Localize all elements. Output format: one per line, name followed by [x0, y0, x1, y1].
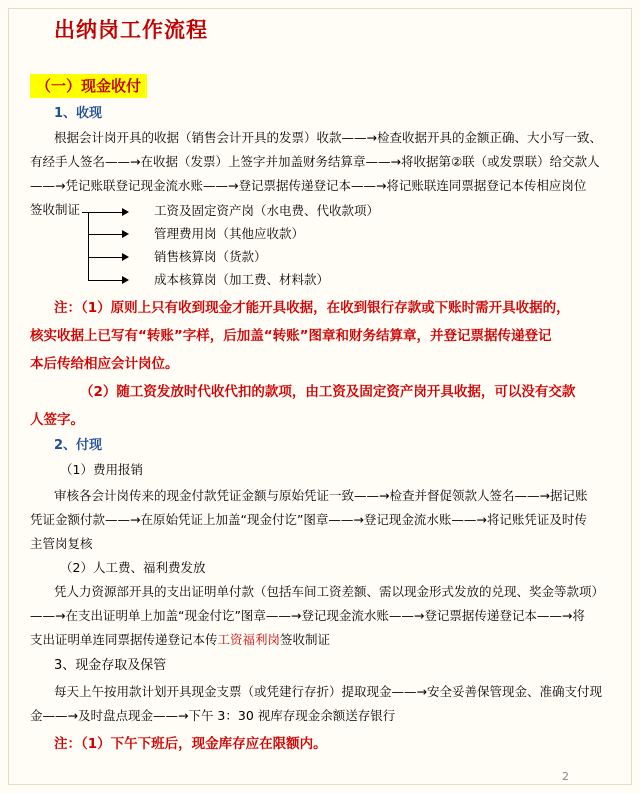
arrow-icon — [122, 230, 129, 238]
text-run: 支出证明单连同票据传递登记本传 — [30, 632, 218, 647]
item-heading: （2）人工费、福利费发放 — [60, 560, 206, 575]
subheading-cash-storage: 3、现金存取及保管 — [54, 658, 167, 673]
branch-line — [88, 280, 124, 281]
paragraph-line: 有经手人签名——→在收据（发票）上签字并加盖财务结算章——→将收据第②联（或发票联）给交款人 — [30, 154, 600, 169]
paragraph-line: 凭证金额付款——→在原始凭证上加盖“现金付讫”图章——→登记现金流水账——→将记账凭证及时传 — [30, 512, 587, 527]
text-run: 签收制证 — [280, 632, 331, 647]
branch-line — [88, 234, 124, 235]
arrow-icon — [122, 253, 129, 261]
note-line: 核实收据上已写有“转账”字样，后加盖“转账”图章和财务结算章，并登记票据传递登记 — [30, 328, 552, 344]
note-line: 注：（1）下午下班后，现金库存应在限额内。 — [54, 736, 327, 752]
subheading-receive-cash: 1、收现 — [54, 106, 103, 121]
item-heading: （1）费用报销 — [60, 462, 143, 477]
paragraph-line: ——→在支出证明单上加盖“现金付讫”图章——→登记现金流水账——→登记票据传递登记本——→将 — [30, 608, 585, 623]
note-line: 注：（1）原则上只有收到现金才能开具收据，在收到银行存款或下账时需开具收据的， — [54, 300, 570, 316]
page-title: 出纳岗工作流程 — [54, 17, 208, 42]
branch-item: 成本核算岗（加工费、材料款） — [154, 272, 330, 287]
branch-item: 销售核算岗（货款） — [154, 249, 267, 264]
page-number: 2 — [562, 770, 569, 783]
paragraph-line — [30, 630, 330, 650]
highlight-text: 工资福利岗 — [217, 632, 281, 647]
paragraph-line: ——→凭记账联登记现金流水账——→登记票据传递登记本——→将记账联连同票据登记本传相应岗位 — [30, 178, 587, 193]
branch-item: 管理费用岗（其他应收款） — [154, 226, 305, 241]
paragraph-line: 根据会计岗开具的收据（销售会计开具的发票）收款——→检查收据开具的金额正确、大小写一致、 — [54, 130, 602, 145]
branch-line — [88, 257, 124, 258]
arrow-icon — [122, 208, 129, 216]
subheading-pay-cash: 2、付现 — [54, 438, 103, 453]
paragraph-line: 审核各会计岗传来的现金付款凭证金额与原始凭证一致——→检查并督促领款人签名——→据记账 — [54, 488, 588, 503]
note-line: 本后传给相应会计岗位。 — [30, 356, 179, 372]
paragraph-line: 每天上午按用款计划开具现金支票（或凭建行存折）提取现金——→安全妥善保管现金、准确支付现 — [54, 684, 602, 699]
branch-trunk — [88, 212, 89, 280]
branch-item: 工资及固定资产岗（水电费、代收款项） — [154, 203, 380, 218]
note-line: （2）随工资发放时代收代扣的款项，由工资及固定资产岗开具收据，可以没有交款 — [80, 384, 576, 400]
note-line: 人签字。 — [30, 412, 84, 428]
paragraph-line: 主管岗复核 — [30, 536, 93, 551]
paragraph-line: 签收制证 — [30, 202, 81, 217]
paragraph-line: 凭人力资源部开具的支出证明单付款（包括车间工资差额、需以现金形式发放的兑现、奖金等款项） — [54, 584, 605, 599]
section-heading: （一）现金收付 — [30, 74, 147, 98]
arrow-icon — [122, 276, 129, 284]
paragraph-line: 金——→及时盘点现金——→下午 3：30 视库存现金余额送存银行 — [30, 708, 396, 723]
